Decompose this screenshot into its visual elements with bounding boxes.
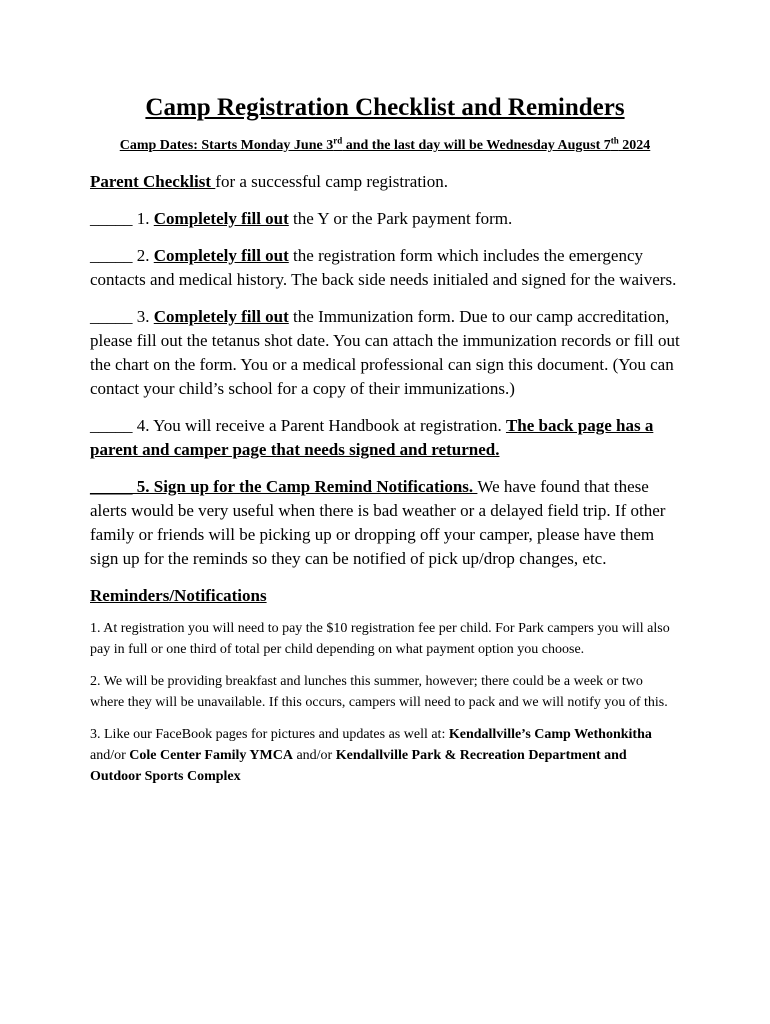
camp-dates-prefix: Camp Dates: Starts Monday June 3 xyxy=(119,138,334,153)
camp-dates xyxy=(90,136,680,156)
camp-dates-sup-th: th xyxy=(610,135,619,146)
checklist-heading-rest: for a successful camp registration. xyxy=(215,172,449,191)
checklist-item-4 xyxy=(90,414,680,462)
reminder-item-3-text-2: and/or xyxy=(90,748,130,763)
checklist-item-3-prefix: _____ 3. xyxy=(90,307,154,326)
reminder-item-3-park-name: Kendallville Park & Recreation Department and Outdoor Sports Complex xyxy=(90,748,627,784)
camp-dates-suffix: 2024 xyxy=(618,138,651,153)
reminder-item-3-ymca-name: Cole Center Family YMCA xyxy=(129,748,293,763)
checklist-item-1 xyxy=(90,207,680,231)
reminders-heading: Reminders/Notifications xyxy=(90,586,267,605)
checklist-heading-label: Parent Checklist xyxy=(90,172,216,191)
reminder-item-3-text-3: and/or xyxy=(292,748,336,763)
reminder-item-1: 1. At registration you will need to pay the $10 registration fee per child. For Park campers you will also pay in full or one third of total per child depending on what payment option you choose. xyxy=(90,621,670,657)
checklist-item-2-prefix: _____ 2. xyxy=(90,246,154,265)
checklist-item-5 xyxy=(90,475,680,571)
checklist-heading xyxy=(90,170,680,194)
checklist-item-1-emph: Completely fill out xyxy=(153,209,289,228)
checklist-item-5-rest: We have found that these alerts would be very useful when there is bad weather or a delayed field trip. If other family or friends will be picking up or dropping off your camper, please have them sign up for the reminds so they can be notified of pick up/drop changes, etc. xyxy=(90,477,666,568)
checklist-item-3 xyxy=(90,305,680,401)
camp-dates-sup-rd: rd xyxy=(333,135,343,146)
reminder-item-3-text-1: 3. Like our FaceBook pages for pictures and updates as well at: xyxy=(90,727,449,742)
checklist-item-3-emph: Completely fill out xyxy=(153,307,289,326)
camp-dates-middle: and the last day will be Wednesday August 7 xyxy=(342,138,611,153)
reminder-item-3-camp-name: Kendallville’s Camp Wethonkitha xyxy=(448,727,652,742)
checklist-item-5-emph: _____ 5. Sign up for the Camp Remind Notifications. xyxy=(90,477,478,496)
checklist-item-3-rest: the Immunization form. Due to our camp accreditation, please fill out the tetanus shot date. You can attach the immunization records or fill out the chart on the form. You or a medical professional can sign this document. (You can contact your child’s school for a copy of their immunizations.) xyxy=(90,307,680,398)
checklist-item-1-rest: the Y or the Park payment form. xyxy=(288,209,513,228)
reminder-item-2: 2. We will be providing breakfast and lunches this summer, however; there could be a week or two where they will be unavailable. If this occurs, campers will need to pack and we will notify you of this. xyxy=(90,674,668,710)
checklist-item-4-prefix: _____ 4. You will receive a Parent Handbook at registration. xyxy=(90,416,506,435)
checklist-item-4-emph: The back page has a parent and camper page that needs signed and returned. xyxy=(90,416,654,459)
checklist-item-1-prefix: _____ 1. xyxy=(90,209,154,228)
checklist-item-2-emph: Completely fill out xyxy=(153,246,289,265)
reminder-item-3 xyxy=(90,724,680,787)
checklist-item-2-rest: the registration form which includes the emergency contacts and medical history. The back side needs initialed and signed for the waivers. xyxy=(90,246,677,289)
checklist-item-2 xyxy=(90,244,680,292)
page-title: Camp Registration Checklist and Reminders xyxy=(145,94,625,121)
